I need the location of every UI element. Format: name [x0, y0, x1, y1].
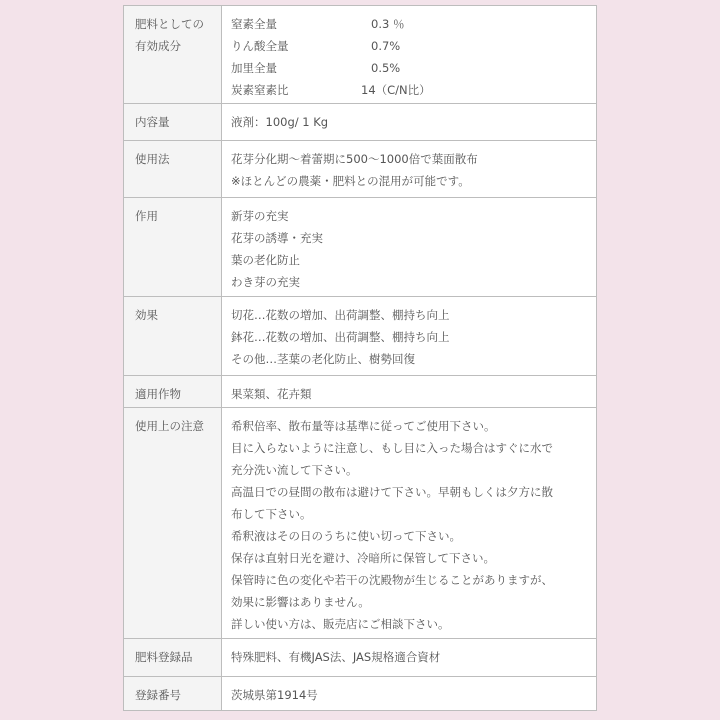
- row-label-text: 登録番号: [135, 688, 181, 702]
- table-row: [124, 408, 597, 639]
- row-value-line: 高温日での昼間の散布は避けて下さい。早朝もしくは夕方に散: [231, 485, 553, 499]
- component-name: 窒素全量: [231, 17, 277, 31]
- row-label-text: 効果: [135, 308, 158, 322]
- component-row: [231, 79, 596, 101]
- table-row: [124, 639, 597, 677]
- row-value-line: 液剤：100g/ 1 Kg: [231, 115, 329, 129]
- component-value: 0.5%: [371, 61, 401, 75]
- row-value-line: 鉢花…花数の増加、出荷調整、棚持ち向上: [231, 330, 450, 344]
- row-value-line: 新芽の充実: [231, 209, 289, 223]
- row-value-line: 花芽の誘導・充実: [231, 231, 323, 245]
- table-row: [124, 104, 597, 141]
- row-value-line: 希釈液はその日のうちに使い切って下さい。: [231, 529, 461, 543]
- row-label: [124, 198, 222, 297]
- row-value-line: 果菜類、花卉類: [231, 387, 312, 401]
- row-label-text: 肥料としての: [135, 17, 204, 31]
- component-value: 14（C/N比）: [361, 83, 431, 97]
- row-value-line: その他…茎葉の老化防止、樹勢回復: [231, 352, 415, 366]
- table-row: [124, 141, 597, 198]
- row-label: [124, 141, 222, 198]
- row-value: [222, 297, 597, 376]
- row-value-line: 目に入らないように注意し、もし目に入った場合はすぐに水で: [231, 441, 553, 455]
- row-label-text: 使用上の注意: [135, 419, 204, 433]
- row-value-line: 効果に影響はありません。: [231, 595, 370, 609]
- spec-table: [123, 5, 597, 711]
- row-value-line: 保存は直射日光を避け、冷暗所に保管して下さい。: [231, 551, 496, 565]
- row-value-line: 花芽分化期～着蕾期に500～1000倍で葉面散布: [231, 152, 478, 166]
- row-label-text: 適用作物: [135, 387, 181, 401]
- row-label-text: 肥料登録品: [135, 650, 193, 664]
- row-label: [124, 408, 222, 639]
- row-label: [124, 376, 222, 408]
- row-value-line: 切花…花数の増加、出荷調整、棚持ち向上: [231, 308, 450, 322]
- row-value: [222, 198, 597, 297]
- component-name: 炭素窒素比: [231, 83, 289, 97]
- row-value-line: 茨城県第1914号: [231, 688, 318, 702]
- component-name: 加里全量: [231, 61, 277, 75]
- table-row: [124, 198, 597, 297]
- table-row: [124, 677, 597, 711]
- row-value: [222, 6, 597, 104]
- row-label-text: 内容量: [135, 115, 170, 129]
- row-label: [124, 297, 222, 376]
- component-row: [231, 57, 596, 79]
- row-value: [222, 639, 597, 677]
- component-row: [231, 35, 596, 57]
- row-label: [124, 639, 222, 677]
- table-row: [124, 6, 597, 104]
- row-value: [222, 376, 597, 408]
- component-value: 0.3 ％: [371, 17, 405, 31]
- table-row: [124, 376, 597, 408]
- row-value-line: 詳しい使い方は、販売店にご相談下さい。: [231, 617, 450, 631]
- row-value-line: 特殊肥料、有機JAS法、JAS規格適合資材: [231, 650, 441, 664]
- spec-table-body: [124, 6, 597, 711]
- row-value-line: 保管時に色の変化や若干の沈殿物が生じることがありますが、: [231, 573, 553, 587]
- row-label: [124, 6, 222, 104]
- row-value-line: 葉の老化防止: [231, 253, 300, 267]
- row-value: [222, 677, 597, 711]
- row-label-text: 作用: [135, 209, 158, 223]
- row-value-line: わき芽の充実: [231, 275, 300, 289]
- component-row: [231, 13, 596, 35]
- row-value-line: 希釈倍率、散布量等は基準に従ってご使用下さい。: [231, 419, 496, 433]
- table-row: [124, 297, 597, 376]
- row-label: [124, 677, 222, 711]
- row-value-line: 布して下さい。: [231, 507, 312, 521]
- row-value-line: ※ほとんどの農薬・肥料との混用が可能です。: [231, 174, 470, 188]
- component-value: 0.7%: [371, 39, 401, 53]
- row-value-line: 充分洗い流して下さい。: [231, 463, 358, 477]
- row-label: [124, 104, 222, 141]
- row-value: [222, 141, 597, 198]
- row-label-text: 有効成分: [135, 39, 181, 53]
- row-value: [222, 104, 597, 141]
- row-label-text: 使用法: [135, 152, 170, 166]
- component-name: りん酸全量: [231, 39, 289, 53]
- row-value: [222, 408, 597, 639]
